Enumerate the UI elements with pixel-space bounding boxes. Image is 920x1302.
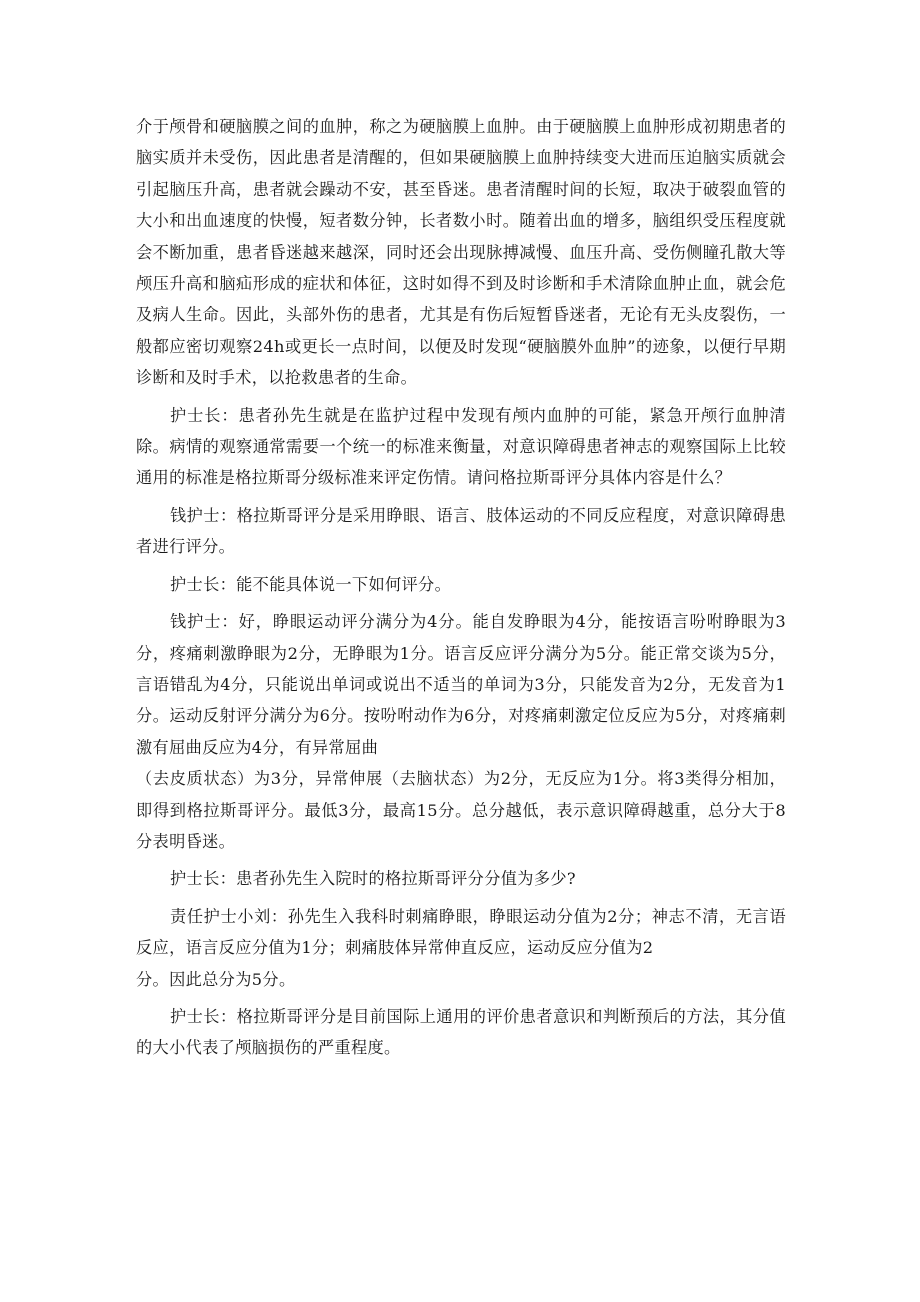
paragraph-head-nurse-request-detail: 护士长：能不能具体说一下如何评分。: [170, 574, 452, 594]
paragraph-nurse-qian-gcs-definition: 钱护士：格拉斯哥评分是采用睁眼、语言、肢体运动的不同反应程度，对意识障碍患者进行评分。: [136, 505, 786, 557]
paragraph-scoring-continuation: （去皮质状态）为3分，异常伸展（去脑状态）为2分，无反应为1分。将3类得分相加，即得到格拉斯哥评分。最低3分，最高15分。总分越低，表示意识障碍越重，总分大于8分表明昏迷。: [136, 769, 786, 851]
paragraph-head-nurse-question-gcs: 护士长：患者孙先生就是在监护过程中发现有颅内血肿的可能，紧急开颅行血肿清除。病情的观察通常需要一个统一的标准来衡量，对意识障碍患者神志的观察国际上比较通用的标准是格拉斯哥分级标准来评定伤情。请问格拉斯哥评分具体内容是什么？: [136, 405, 786, 488]
paragraph-head-nurse-patient-score-question: 护士长：患者孙先生入院时的格拉斯哥评分分值为多少?: [170, 869, 576, 889]
paragraph-nurse-qian-scoring-detail: 钱护士：好，睁眼运动评分满分为4分。能自发睁眼为4分，能按语言吩咐睁眼为3分，疼痛刺激睁眼为2分，无睁眼为1分。语言反应评分满分为5分。能正常交谈为5分，言语错乱为4分，只能说出单词或说出不适当的单词为3分，只能发音为2分，无发音为1分。运动反射评分满分为6分。按吩咐动作为6分，对疼痛刺激定位反应为5分，对疼痛刺激有屈曲反应为4分，有异常屈曲: [136, 612, 786, 757]
paragraph-head-nurse-conclusion: 护士长：格拉斯哥评分是目前国际上通用的评价患者意识和判断预后的方法，其分值的大小代表了颅脑损伤的严重程度。: [136, 1006, 786, 1058]
paragraph-hematoma-description: 介于颅骨和硬脑膜之间的血肿，称之为硬脑膜上血肿。由于硬脑膜上血肿形成初期患者的脑实质并未受伤，因此患者是清醒的，但如果硬脑膜上血肿持续变大进而压迫脑实质就会引起脑压升高，患者就会躁动不安，甚至昏迷。患者清醒时间的长短，取决于破裂血管的大小和出血速度的快慢，短者数分钟，长者数小时。随着出血的增多，脑组织受压程度就会不断加重，患者昏迷越来越深，同时还会出现脉搏减慢、血压升高、受伤侧瞳孔散大等颅压升高和脑疝形成的症状和体征，这时如得不到及时诊断和手术清除血肿止血，就会危及病人生命。因此，头部外伤的患者，尤其是有伤后短暂昏迷者，无论有无头皮裂伤，一般都应密切观察24h或更长一点时间，以便及时发现“硬脑膜外血肿”的迹象，以便行早期诊断和及时手术，以抢救患者的生命。: [136, 117, 786, 388]
document-page: [136, 111, 786, 1070]
paragraph-nurse-liu-patient-score: 责任护士小刘：孙先生入我科时刺痛睁眼，睁眼运动分值为2分；神志不清，无言语反应，语言反应分值为1分；刺痛肢体异常伸直反应，运动反应分值为2: [136, 906, 786, 958]
paragraph-total-score: 分。因此总分为5分。: [136, 969, 296, 989]
